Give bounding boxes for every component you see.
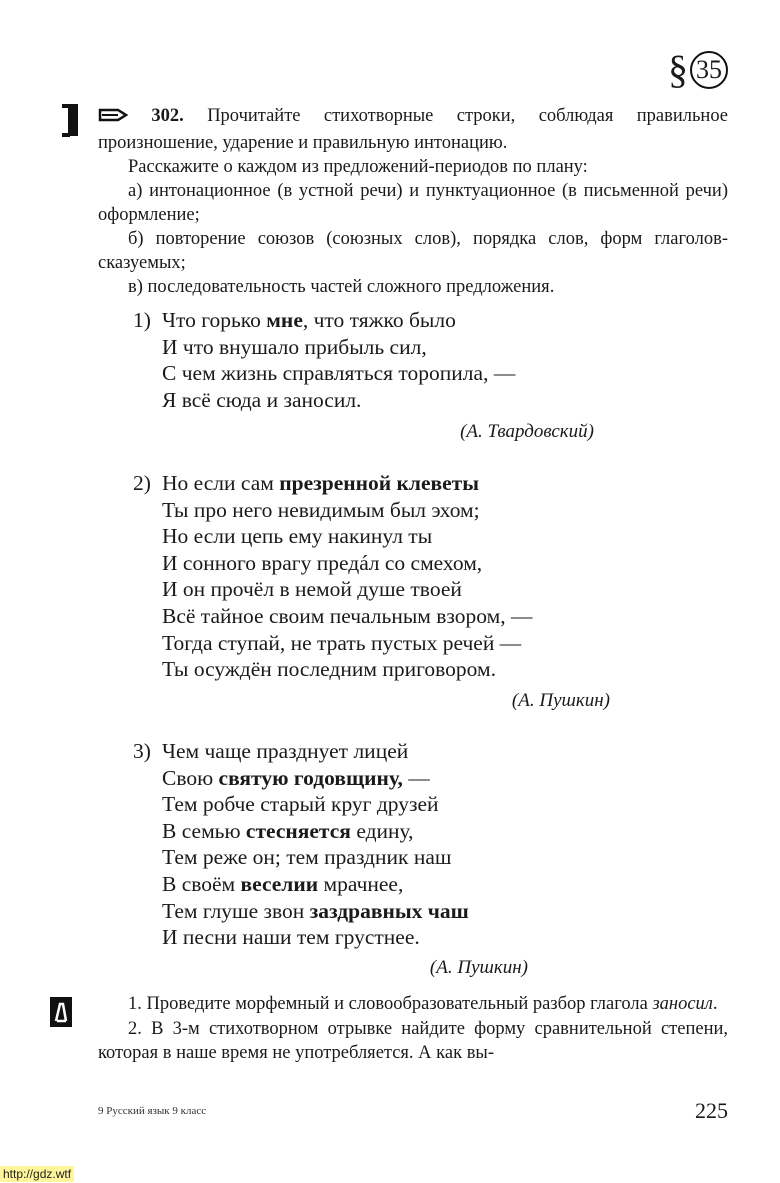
page-number: 225 xyxy=(695,1098,728,1123)
line-text: В семью xyxy=(162,818,246,843)
plan-item-c: в) последовательность частей сложного предложения. xyxy=(128,277,555,297)
line-text: И что внушало прибыль сил, xyxy=(162,334,427,359)
line-text: мрачнее, xyxy=(318,871,404,896)
exercise-302 xyxy=(98,104,728,299)
emphasized-words: стесняется xyxy=(245,818,351,843)
line-text: едину, xyxy=(350,818,414,843)
line-text: Что горько xyxy=(162,308,267,332)
poem-line xyxy=(162,818,469,845)
line-text: И сонного врагу предáл со смехом, xyxy=(162,550,483,575)
poem-number: 1) xyxy=(133,308,151,332)
line-text: Тем реже он; тем праздник наш xyxy=(162,845,452,870)
plan-item-b: б) повторение союзов (союзных слов), порядка слов, форм глаголов-сказуемых; xyxy=(98,229,728,273)
line-text: Ты осуждён последним приговором. xyxy=(162,657,496,682)
instruction-text: Прочитайте стихотворные строки, соблюдая правильное произношение, ударение и правильную интонацию. xyxy=(98,106,729,153)
pencil-icon xyxy=(98,106,128,131)
poem-2-attribution: (А. Пушкин) xyxy=(511,690,610,711)
poem-line xyxy=(162,791,469,818)
line-text: В своём xyxy=(162,871,241,896)
line-text: Тем робче старый круг друзей xyxy=(162,792,439,817)
poem-1 xyxy=(133,307,515,413)
section-number: 35 xyxy=(690,51,728,89)
poem-line xyxy=(162,576,532,603)
task-1-text: 1. Проведите морфемный и словообразовательный разбор глагола xyxy=(128,994,653,1014)
poem-line xyxy=(162,630,532,657)
poem-line xyxy=(162,924,469,951)
emphasized-words: презренной клеветы xyxy=(279,471,480,495)
line-text: Свою xyxy=(162,765,219,790)
task-1 xyxy=(98,992,728,1017)
exercise-instruction xyxy=(98,104,728,155)
line-text: И он прочёл в немой душе твоей xyxy=(162,577,462,602)
poem-line xyxy=(162,550,532,577)
poem-line xyxy=(162,470,532,497)
poem-line xyxy=(162,844,469,871)
poem-line xyxy=(162,871,469,898)
poem-line xyxy=(162,360,515,387)
emphasized-words: заздравных чаш xyxy=(309,898,469,923)
poem-line xyxy=(162,656,532,683)
poem-line xyxy=(162,738,469,765)
task-1-word: заносил xyxy=(652,994,713,1014)
task-2: 2. В 3-м стихотворном отрывке найдите форму сравнительной степени, которая в наше время не употребляется. А как вы- xyxy=(98,1018,728,1063)
emphasized-words: веселии xyxy=(240,871,319,896)
task-marker-icon xyxy=(50,997,72,1027)
read-aloud-marker-icon xyxy=(62,104,80,138)
exercise-number: 302. xyxy=(151,106,184,126)
line-text: Я всё сюда и заносил. xyxy=(162,387,362,412)
emphasized-words: мне xyxy=(266,308,303,332)
poem-number: 2) xyxy=(133,471,151,495)
line-text: Тогда ступай, не трать пустых речей — xyxy=(162,630,522,655)
section-marker xyxy=(668,48,728,92)
poem-number: 3) xyxy=(133,739,151,763)
line-text: И песни наши тем грустнее. xyxy=(162,925,420,950)
footer-book-title: 9 Русский язык 9 класс xyxy=(98,1105,207,1117)
line-text: С чем жизнь справляться торопила, — xyxy=(162,361,516,386)
line-text: Всё тайное своим печальным взором, — xyxy=(162,603,533,628)
line-text: Тем глуше звон xyxy=(162,898,310,923)
line-text: — xyxy=(402,765,430,790)
poem-3 xyxy=(133,738,469,951)
poem-1-attribution: (А. Твардовский) xyxy=(460,421,594,442)
section-symbol: § xyxy=(668,47,688,92)
line-text: Но если цепь ему накинул ты xyxy=(162,524,433,549)
line-text: Но если сам xyxy=(162,471,280,495)
poem-3-attribution: (А. Пушкин) xyxy=(429,957,528,978)
line-text: Чем чаще празднует лицей xyxy=(162,739,409,763)
poem-2 xyxy=(133,470,532,683)
task-1-end: . xyxy=(712,994,718,1014)
poem-line xyxy=(162,307,515,334)
poem-line xyxy=(162,765,469,792)
poem-line xyxy=(162,387,515,414)
poem-line xyxy=(162,898,469,925)
poem-line xyxy=(162,603,532,630)
plan-intro: Расскажите о каждом из предложений-периодов по плану: xyxy=(128,157,588,177)
watermark-link[interactable]: http://gdz.wtf xyxy=(0,1166,74,1182)
poem-line xyxy=(162,497,532,524)
tasks xyxy=(98,992,728,1066)
plan-item-a: а) интонационное (в устной речи) и пунктуационное (в письменной речи) оформление; xyxy=(98,181,728,225)
emphasized-words: святую годовщину, xyxy=(218,765,403,790)
line-text: , что тяжко было xyxy=(302,308,456,332)
line-text: Ты про него невидимым был эхом; xyxy=(162,497,480,522)
poem-line xyxy=(162,334,515,361)
poem-line xyxy=(162,523,532,550)
